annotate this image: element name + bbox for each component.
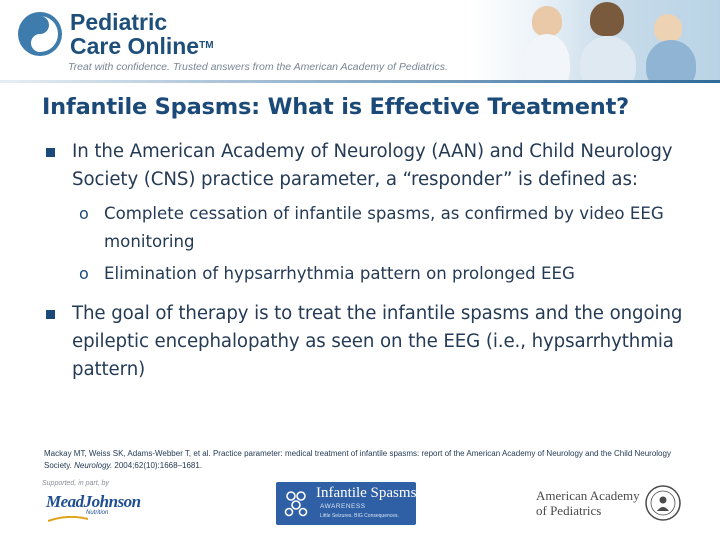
tagline: Treat with confidence. Trusted answers from the American Academy of Pediatrics. — [68, 61, 448, 73]
swoosh-icon — [48, 516, 88, 522]
aap-seal-icon — [644, 484, 682, 522]
aap-wordmark — [536, 488, 640, 518]
bullet-text: The goal of therapy is to treat the infantile spasms and the ongoing epileptic encephalopathy as seen on the EEG (i.e., hypsarrhythmia pattern) — [72, 303, 683, 380]
circle-bullet-icon: o — [79, 264, 89, 283]
citation-journal: Neurology. — [74, 461, 113, 470]
slide-title: Infantile Spasms: What is Effective Treatment? — [42, 94, 630, 120]
supporter-name: MeadJohnson — [46, 492, 141, 511]
aap-line-2: of Pediatrics — [536, 503, 602, 518]
bullet-text: In the American Academy of Neurology (AAN) and Child Neurology Society (CNS) practice parameter, a “responder” is defined as: — [72, 141, 673, 190]
mead-johnson-logo — [42, 480, 152, 524]
square-bullet-icon — [46, 148, 55, 157]
square-bullet-icon — [46, 310, 55, 319]
family-figures-icon — [281, 488, 311, 518]
pediatric-care-online-logo-icon — [16, 10, 64, 58]
isa-tagline: Little Seizures. BIG Consequences. — [320, 513, 399, 519]
isa-awareness: AWARENESS — [320, 503, 366, 510]
header — [0, 0, 720, 80]
sub-bullet-text: Complete cessation of infantile spasms, as confirmed by video EEG monitoring — [104, 204, 664, 251]
citation — [44, 448, 694, 472]
isa-name: Infantile Spasms — [316, 485, 417, 501]
trademark-symbol: TM — [199, 40, 214, 51]
brand-name — [70, 10, 214, 58]
brand-line-2: Care Online — [70, 33, 200, 59]
circle-bullet-icon: o — [79, 204, 89, 223]
header-divider — [0, 80, 720, 83]
bullet-item — [42, 300, 702, 384]
bullet-list — [42, 138, 702, 384]
sub-bullet-text: Elimination of hypsarrhythmia pattern on prolonged EEG — [104, 264, 575, 283]
sub-bullet-item — [42, 260, 702, 288]
citation-authors-title: Mackay MT, Weiss SK, Adams-Webber T, et al. Practice parameter: medical treatment of infantile spasms: report of the American Academy of Neurology and the Child Neurology Society. — [44, 449, 671, 470]
supporter-label: Supported, in part, by — [42, 480, 109, 487]
header-photo — [470, 0, 720, 80]
sub-bullet-item — [42, 200, 702, 256]
aap-line-1: American Academy — [536, 488, 640, 503]
citation-details: 2004;62(10):1668–1681. — [112, 461, 203, 470]
supporter-sub: Nutrition — [86, 510, 109, 516]
bullet-item — [42, 138, 702, 194]
brand-line-1: Pediatric — [70, 9, 168, 35]
infantile-spasms-awareness-logo — [276, 482, 416, 525]
